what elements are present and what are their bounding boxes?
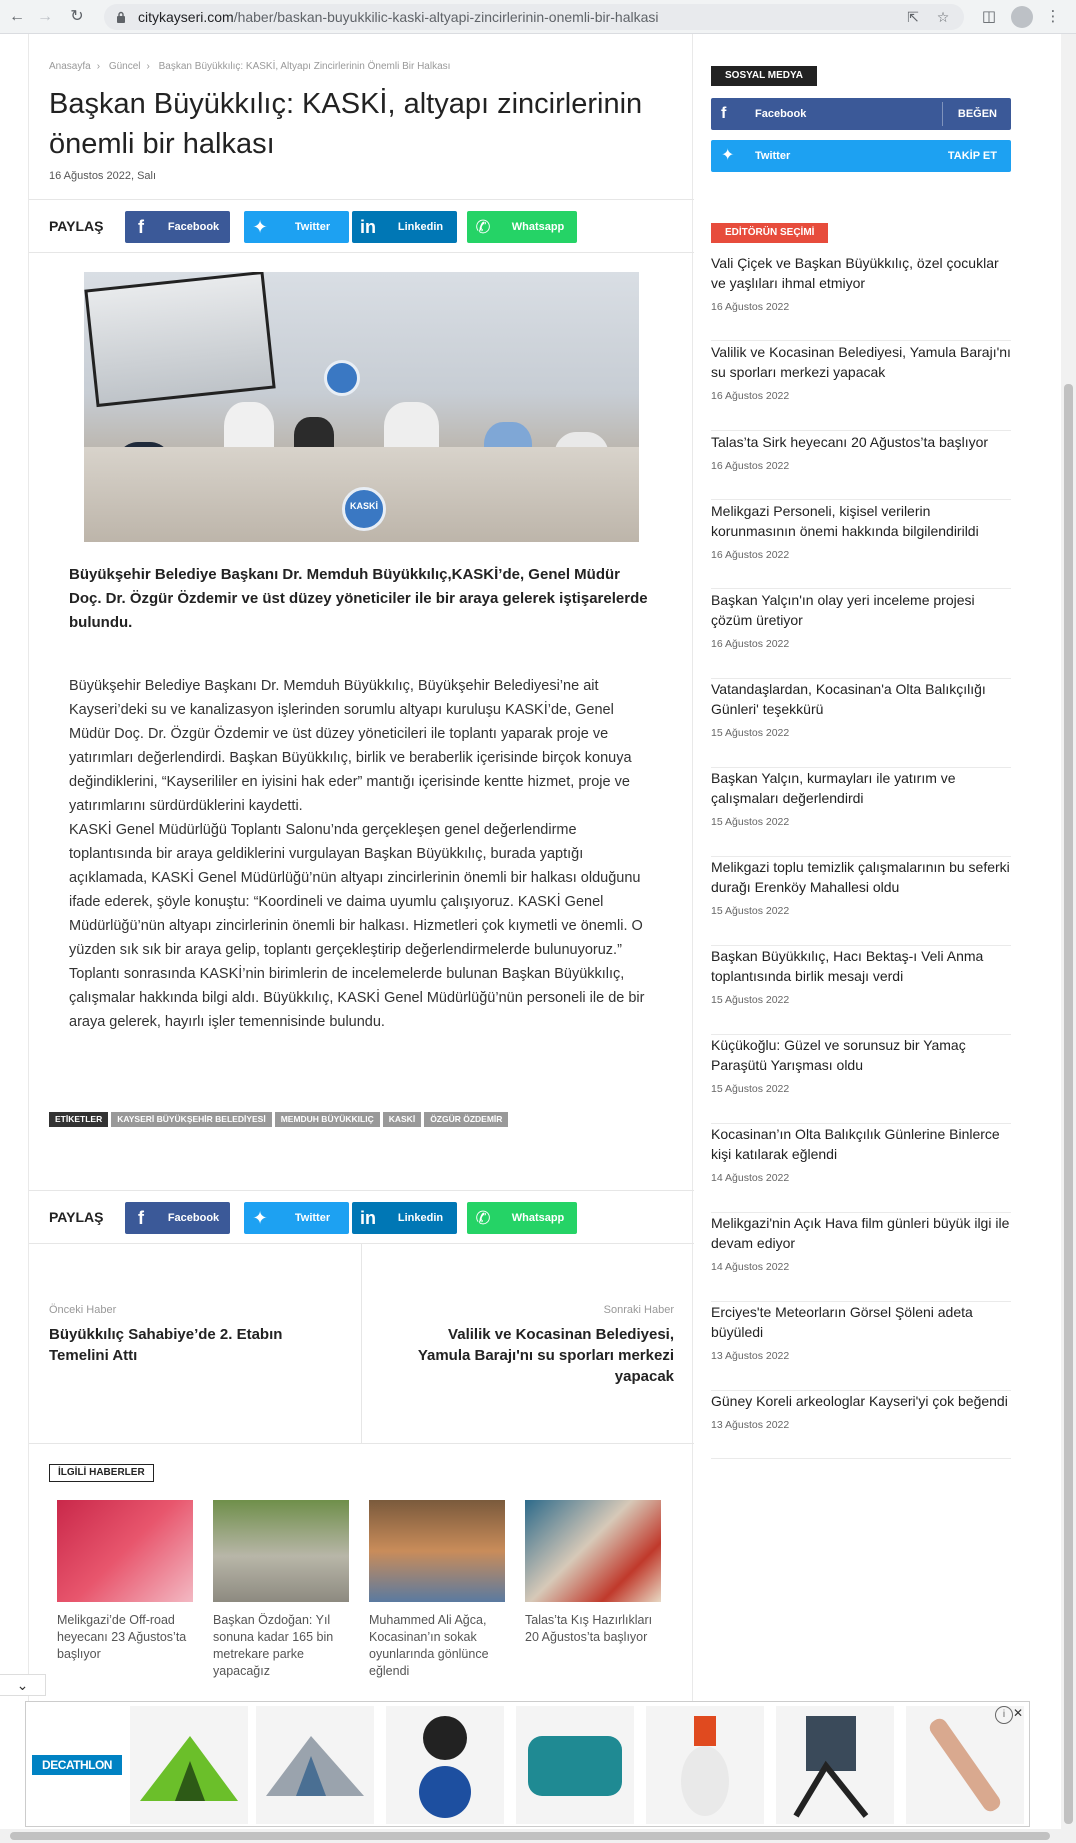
kaski-wall-logo [324,360,360,396]
share-bar-bottom [29,1190,694,1244]
facebook-icon: f [138,1208,144,1228]
share-twitter-button[interactable]: ✦ Twitter [244,211,349,243]
prev-article-link[interactable]: Büyükkılıç Sahabiye’de 2. Etabın Temelini Attı [49,1326,283,1364]
page [0,34,1076,1843]
address-bar[interactable] [104,4,964,30]
share-linkedin-button[interactable]: in Linkedin [352,1202,457,1234]
share-whatsapp-button[interactable]: ✆ Whatsapp [467,1202,577,1234]
related-thumbnail[interactable] [369,1500,505,1602]
breadcrumb-category[interactable]: Güncel [108,61,141,72]
ad-brand-logo[interactable]: DECATHLON [32,1755,122,1775]
tag-link[interactable]: MEMDUH BÜYÜKKILIÇ [275,1112,380,1127]
editor-item[interactable]: Güney Koreli arkeologlar Kayseri'yi çok beğendi 13 Ağustos 2022 [711,1391,1011,1459]
twitter-icon: ✦ [721,147,735,164]
share-twitter-button[interactable]: ✦ Twitter [244,1202,349,1234]
linkedin-icon: in [360,217,376,237]
social-heading: SOSYAL MEDYA [711,66,817,86]
next-label: Sonraki Haber [603,1304,674,1316]
share-bar-top [29,199,694,253]
editor-item[interactable]: Küçükoğlu: Güzel ve sorunsuz bir Yamaç Paraşütü Yarışması oldu 15 Ağustos 2022 [711,1035,1011,1124]
share-facebook-button[interactable]: f Facebook [125,1202,230,1234]
editor-item[interactable]: Talas’ta Sirk heyecanı 20 Ağustos’ta başlıyor 16 Ağustos 2022 [711,432,1011,500]
related-title[interactable]: Melikgazi’de Off-road heyecanı 23 Ağustos’ta başlıyor [57,1613,187,1661]
editor-item[interactable]: Melikgazi'nin Açık Hava film günleri büyük ilgi ile devam ediyor 14 Ağustos 2022 [711,1213,1011,1302]
tag-link[interactable]: KASKİ [383,1112,421,1127]
editor-item[interactable]: Melikgazi Personeli, kişisel verilerin korunmasının önemi hakkında bilgilendirildi 16 Ağustos 2022 [711,501,1011,589]
related-title[interactable]: Muhammed Ali Ağca, Kocasinan’ın sokak oyunlarında gönlünce eğlendi [369,1613,489,1678]
share-facebook-button[interactable]: f Facebook [125,211,230,243]
tags-label: ETİKETLER [49,1112,108,1127]
profile-avatar[interactable] [1011,6,1033,28]
twitter-icon: ✦ [252,217,268,237]
horizontal-scrollbar[interactable] [0,1829,1076,1843]
article-paragraph: Büyükşehir Belediye Başkanı Dr. Memduh Büyükkılıç, Büyükşehir Belediyesi’ne ait Kayseri’deki su ve kanalizasyon işlerinden sorumlu altyapı kuruluşu KASKİ’de, Genel Müdür Doç. Dr. Özgür Özdemir ve üst düzey yöneticileri ile toplantı yaparak proje ve yatırımları değerlendirdi. Başkan Büyükkılıç, birlik ve beraberlik içerisinde birçok konuya değindiklerini, “Kayserililer en iyisini hak eder” mantığı içerisinde kentte hizmet, proje ve yatırımlarını sürdürdüklerini kaydetti. [69,678,632,814]
tag-list [49,1112,511,1130]
reload-icon[interactable]: ↻ [70,8,84,25]
editor-item[interactable]: Başkan Yalçın, kurmayları ile yatırım ve çalışmaları değerlendirdi 15 Ağustos 2022 [711,768,1011,857]
menu-kebab-icon[interactable]: ⋮ [1045,8,1061,25]
breadcrumb-home[interactable]: Anasayfa [49,61,91,72]
ad-product-lantern[interactable] [646,1706,764,1824]
facebook-icon: f [721,105,727,122]
ad-close-icon[interactable]: ✕ [1012,1706,1023,1720]
related-thumbnail[interactable] [213,1500,349,1602]
twitter-icon: ✦ [252,1208,268,1228]
related-thumbnail[interactable] [525,1500,661,1602]
share-label: PAYLAŞ [49,1209,104,1225]
forward-arrow-icon[interactable]: → [37,8,53,25]
share-linkedin-button[interactable]: in Linkedin [352,211,457,243]
tag-link[interactable]: KAYSERİ BÜYÜKŞEHİR BELEDİYESİ [111,1112,271,1127]
ad-product-tent-grey[interactable] [256,1706,374,1824]
article-title: Başkan Büyükkılıç: KASKİ, altyapı zincirlerinin önemli bir halkası [49,88,643,160]
editor-item[interactable]: Valilik ve Kocasinan Belediyesi, Yamula Barajı'nı su sporları merkezi yapacak 16 Ağustos 2022 [711,342,1011,431]
editor-item[interactable]: Erciyes'te Meteorların Görsel Şöleni adeta büyüledi 13 Ağustos 2022 [711,1302,1011,1391]
scrollbar-thumb[interactable] [1064,384,1073,1824]
related-item[interactable] [525,1500,661,1646]
related-heading: İLGİLİ HABERLER [49,1464,154,1482]
hero-logo-text: KASKİ [349,501,378,511]
related-item[interactable] [213,1500,349,1680]
ad-product-stove[interactable] [386,1706,504,1824]
sidebar-panel-icon[interactable]: ◫ [981,8,997,25]
editor-item[interactable]: Vatandaşlardan, Kocasinan'a Olta Balıkçılığı Günleri' teşekkürü 15 Ağustos 2022 [711,679,1011,768]
article-date: 16 Ağustos 2022, Salı [49,170,157,182]
article-column [28,34,693,1704]
share-page-icon[interactable]: ⇱ [907,9,919,25]
facebook-icon: f [138,217,144,237]
ad-product-chair[interactable] [776,1706,894,1824]
hero-inset-photo [84,272,275,407]
related-title[interactable]: Başkan Özdoğan: Yıl sonuna kadar 165 bin metrekare parke yapacağız [213,1613,334,1678]
breadcrumb-current: Başkan Büyükkılıç: KASKİ, Altyapı Zincirlerinin Önemli Bir Halkası [158,61,451,72]
related-title[interactable]: Talas’ta Kış Hazırlıkları 20 Ağustos’ta başlıyor [525,1613,653,1644]
url-text[interactable]: citykayseri.com/haber/baskan-buyukkilic-kaski-altyapi-zincirlerinin-onemli-bir-halkasi [138,9,659,25]
editor-item[interactable]: Melikgazi toplu temizlik çalışmalarının bu seferki durağı Erenköy Mahallesi oldu 15 Ağustos 2022 [711,857,1011,946]
ad-info-icon[interactable]: i [995,1706,1013,1724]
prev-next-nav [29,1244,694,1444]
article-paragraph: KASKİ Genel Müdürlüğü Toplantı Salonu’nda gerçekleşen genel değerlendirme toplantısında bir araya geldiklerini vurgulayan Başkan Büyükkılıç, burada yaptığı açıklamada, KASKİ Genel Müdürlüğü’nün altyapı zincirlerinin önemli bir halkası olduğunu ifade ederek, şöyle konuştu: “Koordineli ve daima uyumlu çalışıyoruz. KASKİ Genel Müdürlüğü’nün altyapı zincirlerinin önemli bir halkası. Hizmetleri çok kıymetli ve önemli. O yüzden sık sık bir araya gelip, toplantı gerçekleştirip değerlendirmelerde bulunuyoruz.” [69,822,643,958]
whatsapp-icon: ✆ [475,217,491,237]
ad-product-tent-green[interactable] [130,1706,248,1824]
next-article-link[interactable]: Valilik ve Kocasinan Belediyesi, Yamula Barajı'nı su sporları merkezi yapacak [417,1326,674,1385]
article-hero-image [84,272,639,542]
back-arrow-icon[interactable]: ← [9,8,25,25]
editor-item[interactable]: Başkan Yalçın'ın olay yeri inceleme projesi çözüm üretiyor 16 Ağustos 2022 [711,590,1011,679]
editor-item[interactable]: Vali Çiçek ve Başkan Büyükkılıç, özel çocuklar ve yaşlıları ihmal etmiyor 16 Ağustos 2022 [711,253,1011,341]
bookmark-star-icon[interactable]: ☆ [936,9,950,25]
linkedin-icon: in [360,1208,376,1228]
article-paragraph: Toplantı sonrasında KASKİ’nin birimlerin de incelemelerde bulunan Başkan Büyükkılıç, çalışmalar hakkında bilgi aldı. Büyükkılıç, KASKİ Genel Müdürlüğü’nün personeli ile de bir araya gelerek, hayırlı işler temennisinde bulundu. [69,966,645,1030]
sidebar-twitter-button[interactable]: ✦ Twitter TAKİP ET [711,140,1011,172]
breadcrumb: Anasayfa › Güncel › Başkan Büyükkılıç: KASKİ, Altyapı Zincirlerinin Önemli Bir Halkası [49,61,451,72]
related-thumbnail[interactable] [57,1500,193,1602]
vertical-scrollbar[interactable] [1061,34,1076,1843]
ad-collapse-chevron-icon[interactable]: ⌄ [0,1674,46,1696]
ad-product-pillow[interactable] [516,1706,634,1824]
advertisement-banner[interactable] [25,1701,1030,1827]
hscroll-thumb[interactable] [10,1832,1050,1840]
related-item[interactable] [369,1500,505,1680]
share-whatsapp-button[interactable]: ✆ Whatsapp [467,211,577,243]
editor-heading: EDİTÖRÜN SEÇİMİ [711,223,828,243]
article-lead: Büyükşehir Belediye Başkanı Dr. Memduh Büyükkılıç,KASKİ’de, Genel Müdür Doç. Dr. Özgür Özdemir ve üst düzey yöneticiler ile bir araya gelerek iştişarelerde bulundu. [69,566,648,631]
whatsapp-icon: ✆ [475,1208,491,1228]
share-label: PAYLAŞ [49,218,104,234]
article-body [69,674,649,1034]
sidebar-facebook-button[interactable]: f Facebook BEĞEN [711,98,1011,130]
tag-link[interactable]: ÖZGÜR ÖZDEMİR [424,1112,508,1127]
prev-label: Önceki Haber [49,1304,117,1316]
editor-item[interactable]: Başkan Büyükkılıç, Hacı Bektaş-ı Veli Anma toplantısında birlik mesajı verdi 15 Ağustos 2022 [711,946,1011,1035]
related-item[interactable] [57,1500,193,1663]
lock-icon [116,11,126,23]
editor-item[interactable]: Kocasinan’ın Olta Balıkçılık Günlerine Binlerce kişi katılarak eğlendi 14 Ağustos 2022 [711,1124,1011,1213]
browser-toolbar [0,0,1076,34]
